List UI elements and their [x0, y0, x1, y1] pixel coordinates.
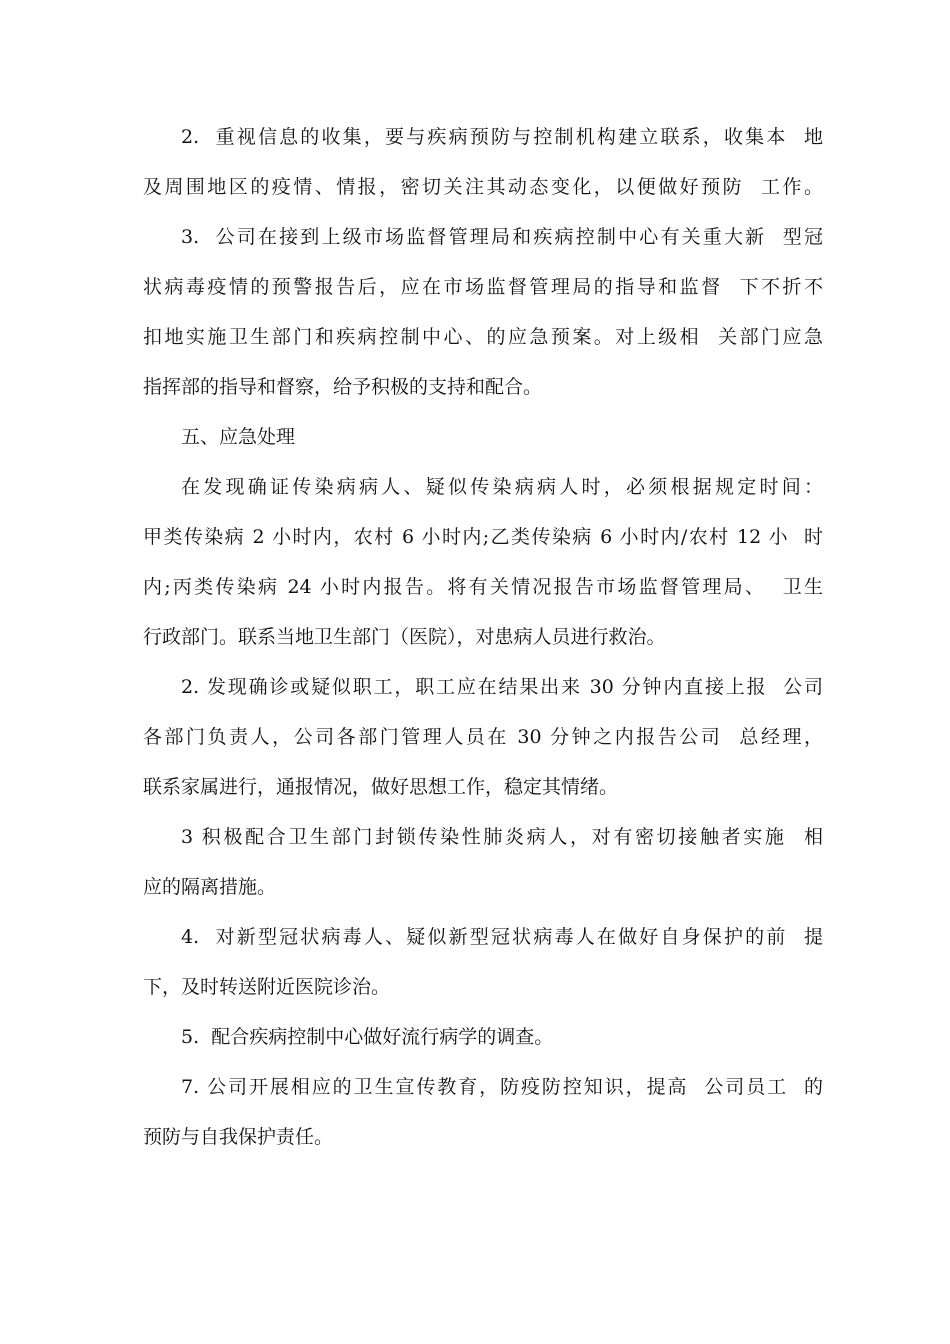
text-line: 应的隔离措施。 — [143, 876, 277, 898]
text-line: 5. 配合疾病控制中心做好流行病学的调查。 — [181, 1026, 554, 1048]
text-line: 4. 对新型冠状病毒人、疑似新型冠状病毒人在做好自身保护的前 提 — [181, 926, 823, 948]
text-line: 状病毒疫情的预警报告后，应在市场监督管理局的指导和监督 下不折不 — [143, 276, 823, 298]
text-line: 下，及时转送附近医院诊治。 — [143, 976, 391, 998]
text-line: 及周围地区的疫情、情报，密切关注其动态变化，以便做好预防 工作。 — [143, 176, 823, 198]
text-line: 联系家属进行，通报情况，做好思想工作，稳定其情绪。 — [143, 776, 619, 798]
text-line: 3 积极配合卫生部门封锁传染性肺炎病人，对有密切接触者实施 相 — [181, 826, 823, 848]
text-line: 各部门负责人，公司各部门管理人员在 30 分钟之内报告公司 总经理， — [143, 726, 823, 748]
text-line: 3. 公司在接到上级市场监督管理局和疾病控制中心有关重大新 型冠 — [181, 226, 823, 248]
text-line: 2. 发现确诊或疑似职工，职工应在结果出来 30 分钟内直接上报 公司 — [181, 676, 823, 698]
text-line: 预防与自我保护责任。 — [143, 1126, 334, 1148]
text-line: 内;丙类传染病 24 小时内报告。将有关情况报告市场监督管理局、 卫生 — [143, 576, 823, 598]
text-line: 行政部门。联系当地卫生部门（医院），对患病人员进行救治。 — [143, 626, 666, 648]
text-line: 2. 重视信息的收集，要与疾病预防与控制机构建立联系，收集本 地 — [181, 126, 823, 148]
text-line: 扣地实施卫生部门和疾病控制中心、的应急预案。对上级相 关部门应急 — [143, 326, 823, 348]
section-heading: 五、应急处理 — [181, 426, 296, 448]
text-line: 在发现确证传染病病人、疑似传染病病人时，必须根据规定时间： — [181, 476, 823, 498]
text-line: 7. 公司开展相应的卫生宣传教育，防疫防控知识，提高 公司员工 的 — [181, 1076, 823, 1098]
text-line: 甲类传染病 2 小时内，农村 6 小时内;乙类传染病 6 小时内/农村 12 小 时 — [143, 526, 823, 548]
text-line: 指挥部的指导和督察，给予积极的支持和配合。 — [143, 376, 543, 398]
